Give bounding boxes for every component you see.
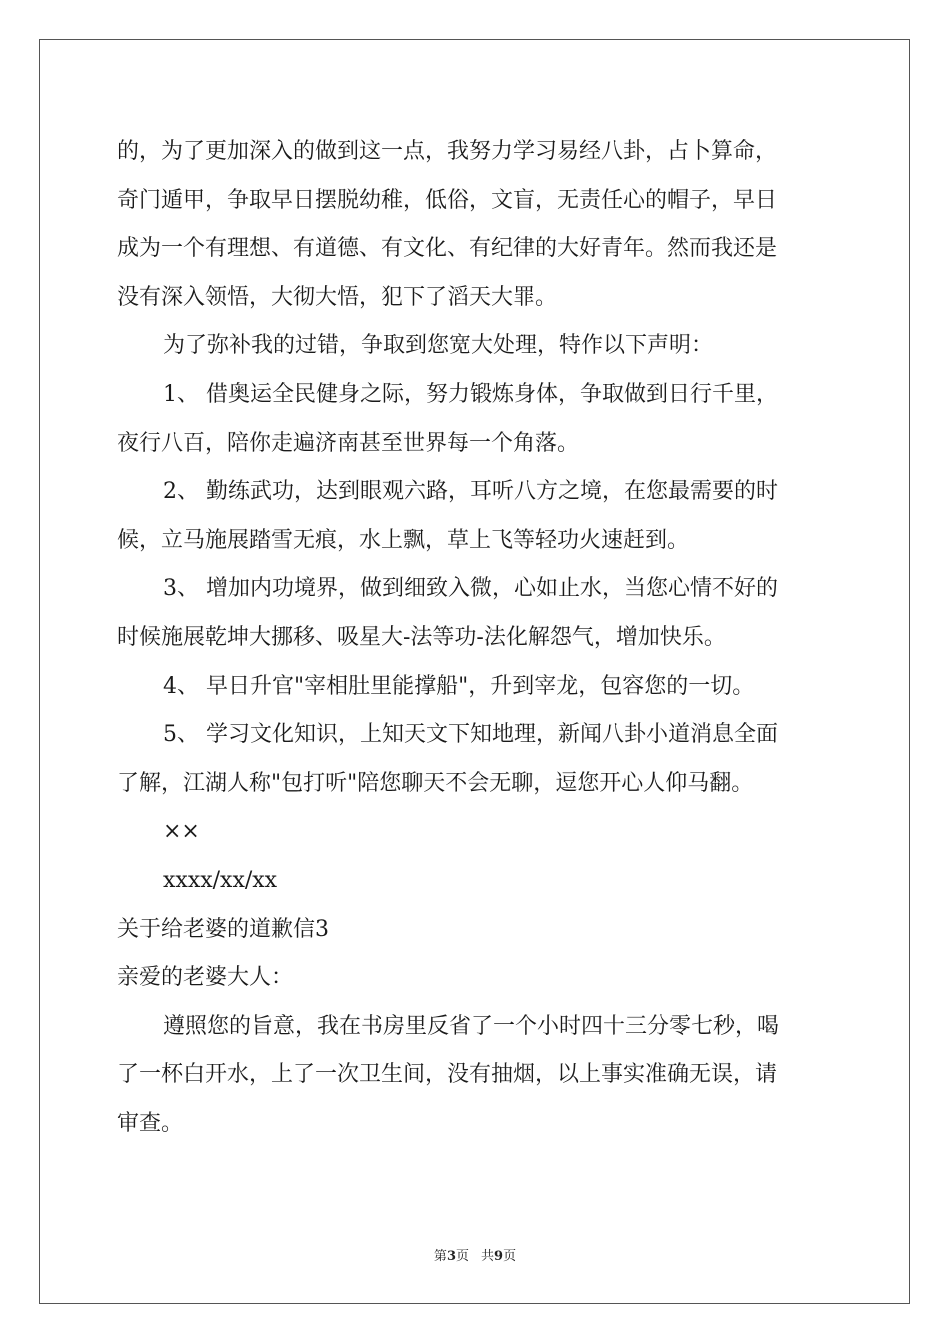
date: xxxx/xx/xx	[163, 867, 278, 893]
salutation: 亲爱的老婆大人：	[117, 965, 294, 991]
page-suffix: 页	[455, 1249, 469, 1264]
text-line: 审查。	[117, 1110, 184, 1136]
text-line: 的，为了更加深入的做到这一点，我努力学习易经八卦，占卜算命，	[117, 139, 778, 164]
text-line: 了一杯白开水，上了一次卫生间，没有抽烟，以上事实准确无误，请	[117, 1062, 778, 1088]
text-line: 遵照您的旨意，我在书房里反省了一个小时四十三分零七秒，喝	[163, 1013, 780, 1039]
document-body	[117, 128, 833, 1148]
total-prefix: 共	[481, 1249, 495, 1264]
total-pages: 9	[494, 1249, 504, 1264]
page-footer	[0, 1245, 950, 1264]
total-suffix: 页	[503, 1249, 517, 1264]
signature: ××	[163, 819, 200, 845]
text-line: 4、 早日升官"宰相肚里能撑船"，升到宰龙，包容您的一切。	[163, 673, 755, 699]
text-line: 奇门遁甲，争取早日摆脱幼稚，低俗，文盲，无责任心的帽子，早日	[117, 187, 778, 213]
text-line: 夜行八百，陪你走遍济南甚至世界每一个角落。	[117, 430, 580, 456]
text-line: 5、 学习文化知识，上知天文下知地理，新闻八卦小道消息全面	[163, 722, 778, 748]
text-line: 没有深入领悟，大彻大悟，犯下了滔天大罪。	[117, 284, 558, 310]
text-line: 3、 增加内功境界，做到细致入微，心如止水，当您心情不好的	[163, 576, 778, 602]
text-line: 候，立马施展踏雪无痕，水上飘，草上飞等轻功火速赶到。	[117, 527, 690, 553]
page-number: 3	[446, 1249, 456, 1264]
text-line: 时候施展乾坤大挪移、吸星大-法等功-法化解怨气，增加快乐。	[117, 624, 726, 650]
text-line: 成为一个有理想、有道德、有文化、有纪律的大好青年。然而我还是	[117, 236, 778, 262]
section-heading: 关于给老婆的道歉信3	[117, 916, 329, 942]
text-line: 了解，江湖人称"包打听"陪您聊天不会无聊，逗您开心人仰马翻。	[117, 770, 754, 796]
page-prefix: 第	[433, 1249, 447, 1264]
text-line: 1、 借奥运全民健身之际，努力锻炼身体，争取做到日行千里，	[163, 381, 778, 407]
text-line: 2、 勤练武功，达到眼观六路，耳听八方之境，在您最需要的时	[163, 479, 778, 505]
text-line: 为了弥补我的过错，争取到您宽大处理，特作以下声明：	[163, 333, 714, 359]
